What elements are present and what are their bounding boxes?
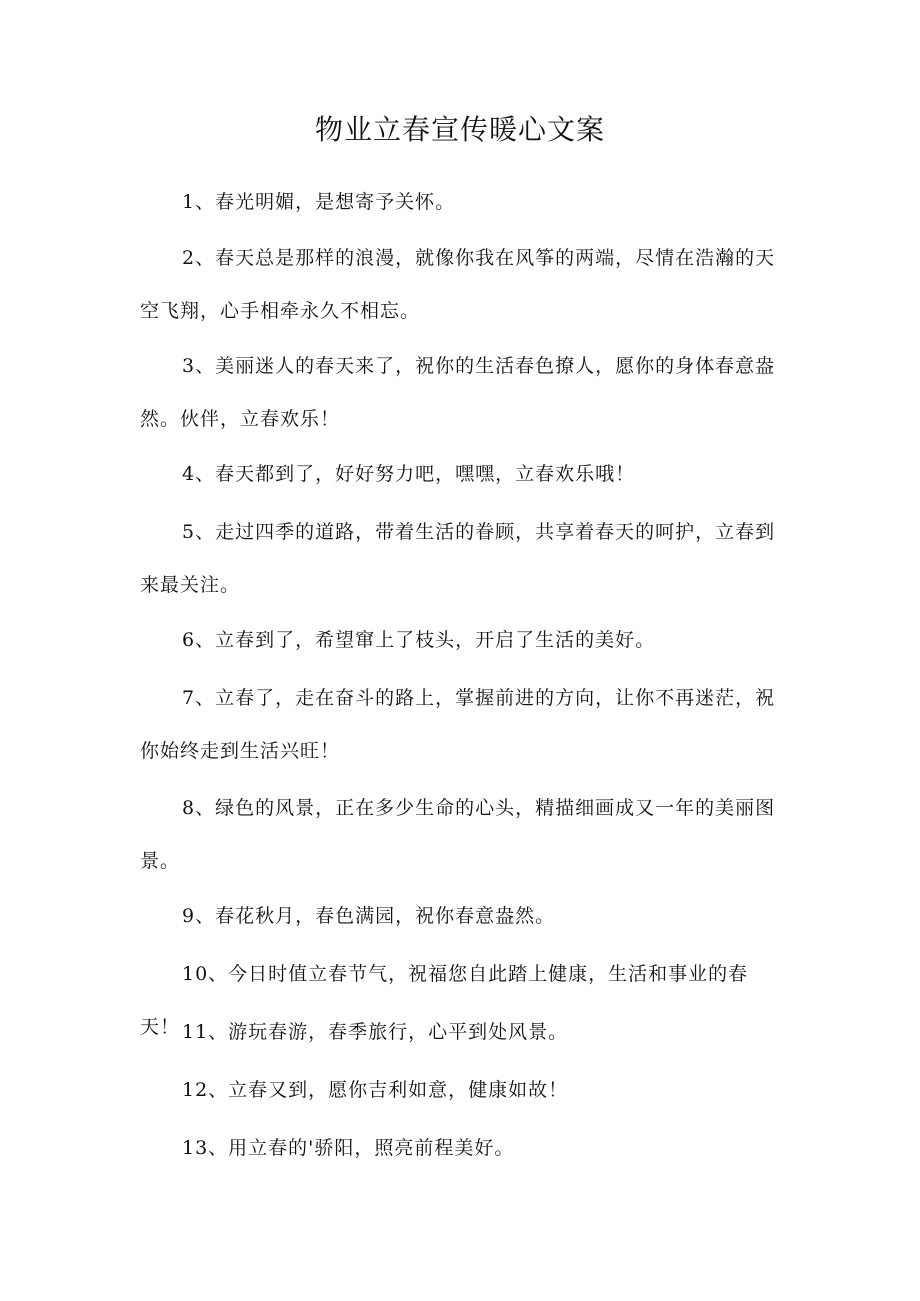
paragraph-4: 4、春天都到了，好好努力吧，嘿嘿，立春欢乐哦！: [182, 463, 636, 485]
paragraph-5: 5、走过四季的道路，带着生活的眷顾，共享着春天的呵护，立春到来最关注。: [140, 521, 776, 596]
paragraph-11: 11、游玩春游，春季旅行，心平到处风景。: [182, 1021, 569, 1043]
paragraph-1: 1、春光明媚，是想寄予关怀。: [182, 191, 456, 213]
paragraph-13: 13、用立春的'骄阳，照亮前程美好。: [182, 1137, 515, 1159]
paragraph-7: 7、立春了，走在奋斗的路上，掌握前进的方向，让你不再迷茫，祝你始终走到生活兴旺！: [140, 687, 776, 762]
paragraph-3: 3、美丽迷人的春天来了，祝你的生活春色撩人，愿你的身体春意盎然。伙伴，立春欢乐！: [140, 355, 776, 430]
paragraph-6: 6、立春到了，希望窜上了枝头，开启了生活的美好。: [182, 629, 656, 651]
document-title: 物业立春宣传暖心文案: [314, 113, 605, 146]
paragraph-9: 9、春花秋月，春色满园，祝你春意盎然。: [182, 905, 556, 927]
paragraph-8: 8、绿色的风景，正在多少生命的心头，精描细画成又一年的美丽图景。: [140, 797, 776, 872]
paragraph-2: 2、春天总是那样的浪漫，就像你我在风筝的两端，尽情在浩瀚的天空飞翔，心手相牵永久不相忘。: [140, 247, 776, 322]
paragraph-10: 10、今日时值立春节气，祝福您自此踏上健康，生活和事业的春天！: [140, 963, 749, 1038]
paragraph-12: 12、立春又到，愿你吉利如意，健康如故！: [182, 1079, 569, 1101]
